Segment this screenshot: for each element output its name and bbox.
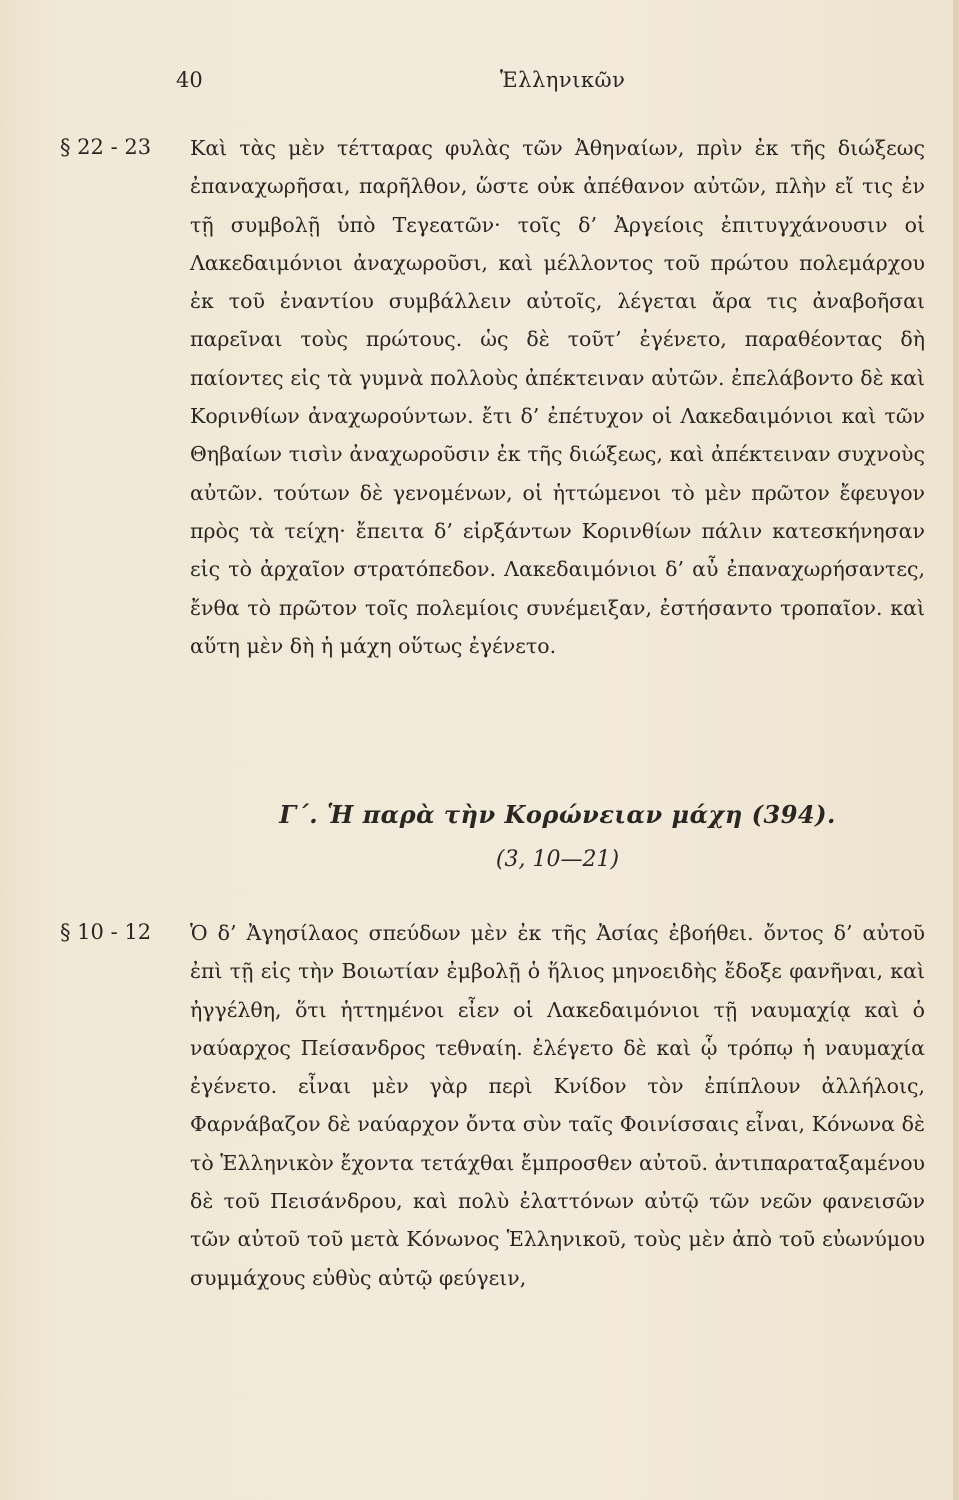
running-head: Ἑλληνικῶν — [500, 68, 626, 92]
section-reference: § 22 - 23 — [60, 135, 152, 159]
section-reference: § 10 - 12 — [60, 920, 152, 944]
chapter-title: Γ΄. Ἡ παρὰ τὴν Κορώνειαν μάχη (394). — [279, 800, 836, 829]
paragraph: Ὁ δ’ Ἀγησίλαος σπεύδων μὲν ἐκ τῆς Ἀσίας ἐβοήθει. ὄντος δ’ αὐτοῦ ἐπὶ τῇ εἰς τὴν Βοιωτίαν ἐμβολῇ ὁ ἥλιος μηνοειδὴς ἔδοξε φανῆναι, καὶ ἠγγέλθη, ὅτι ἡττημένοι εἶεν οἱ Λακεδαιμόνιοι τῇ ναυμαχίᾳ καὶ ὁ ναύαρχος Πείσανδρος τεθναίη. ἐλέγετο δὲ καὶ ᾧ τρόπῳ ἡ ναυμαχία ἐγένετο. εἶναι μὲν γὰρ περὶ Κνίδον τὸν ἐπίπλουν ἀλλήλοις, Φαρνάβαζον δὲ ναύαρχον ὄντα σὺν ταῖς Φοινίσσαις εἶναι, Κόνωνα δὲ τὸ Ἑλληνικὸν ἔχοντα τετάχθαι ἔμπροσθεν αὐτοῦ. ἀντιπαραταξαμένου δὲ τοῦ Πεισάνδρου, καὶ πολὺ ἐλαττόνων αὐτῷ τῶν νεῶν φανεισῶν τῶν αὐτοῦ τοῦ μετὰ Κόνωνος Ἑλληνικοῦ, τοὺς μὲν ἀπὸ τοῦ εὐωνύμου συμμάχους εὐθὺς αὐτῷ φεύγειν, — [190, 921, 925, 1290]
page-header — [0, 62, 959, 102]
page-edge — [953, 0, 959, 1500]
paragraph: Καὶ τὰς μὲν τέτταρας φυλὰς τῶν Ἀθηναίων, πρὶν ἐκ τῆς διώξεως ἐπαναχωρῆσαι, παρῆλθον, ὥστε οὐκ ἀπέθανον αὐτῶν, πλὴν εἴ τις ἐν τῇ συμβολῇ ὑπὸ Τεγεατῶν· τοῖς δ’ Ἀργείοις ἐπιτυγχάνουσιν οἱ Λακεδαιμόνιοι ἀναχωροῦσι, καὶ μέλλοντος τοῦ πρώτου πολεμάρχου ἐκ τοῦ ἐναντίου συμβάλλειν αὐτοῖς, λέγεται ἄρα τις ἀναβοῆσαι παρεῖναι τοὺς πρώτους. ὡς δὲ τοῦτ’ ἐγένετο, παραθέοντας δὴ παίοντες εἰς τὰ γυμνὰ πολλοὺς ἀπέκτειναν αὐτῶν. ἐπελάβοντο δὲ καὶ Κορινθίων ἀναχωρούντων. ἔτι δ’ ἐπέτυχον οἱ Λακεδαιμόνιοι καὶ τῶν Θηβαίων τισὶν ἀναχωροῦσιν ἐκ τῆς διώξεως, καὶ ἀπέκτειναν συχνοὺς αὐτῶν. τούτων δὲ γενομένων, οἱ ἡττώμενοι τὸ μὲν πρῶτον ἔφευγον πρὸς τὰ τείχη· ἔπειτα δ’ εἰρξάντων Κορινθίων πάλιν κατεσκήνησαν εἰς τὸ ἀρχαῖον στρατόπεδον. Λακεδαιμόνιοι δ’ αὖ ἐπαναχωρήσαντες, ἔνθα τὸ πρῶτον τοῖς πολεμίοις συνέμειξαν, ἐστήσαντο τροπαῖον. καὶ αὕτη μὲν δὴ ἡ μάχη οὕτως ἐγένετο. — [190, 136, 925, 658]
page-number: 40 — [176, 68, 203, 92]
chapter-subtitle: (3, 10—21) — [495, 847, 620, 872]
